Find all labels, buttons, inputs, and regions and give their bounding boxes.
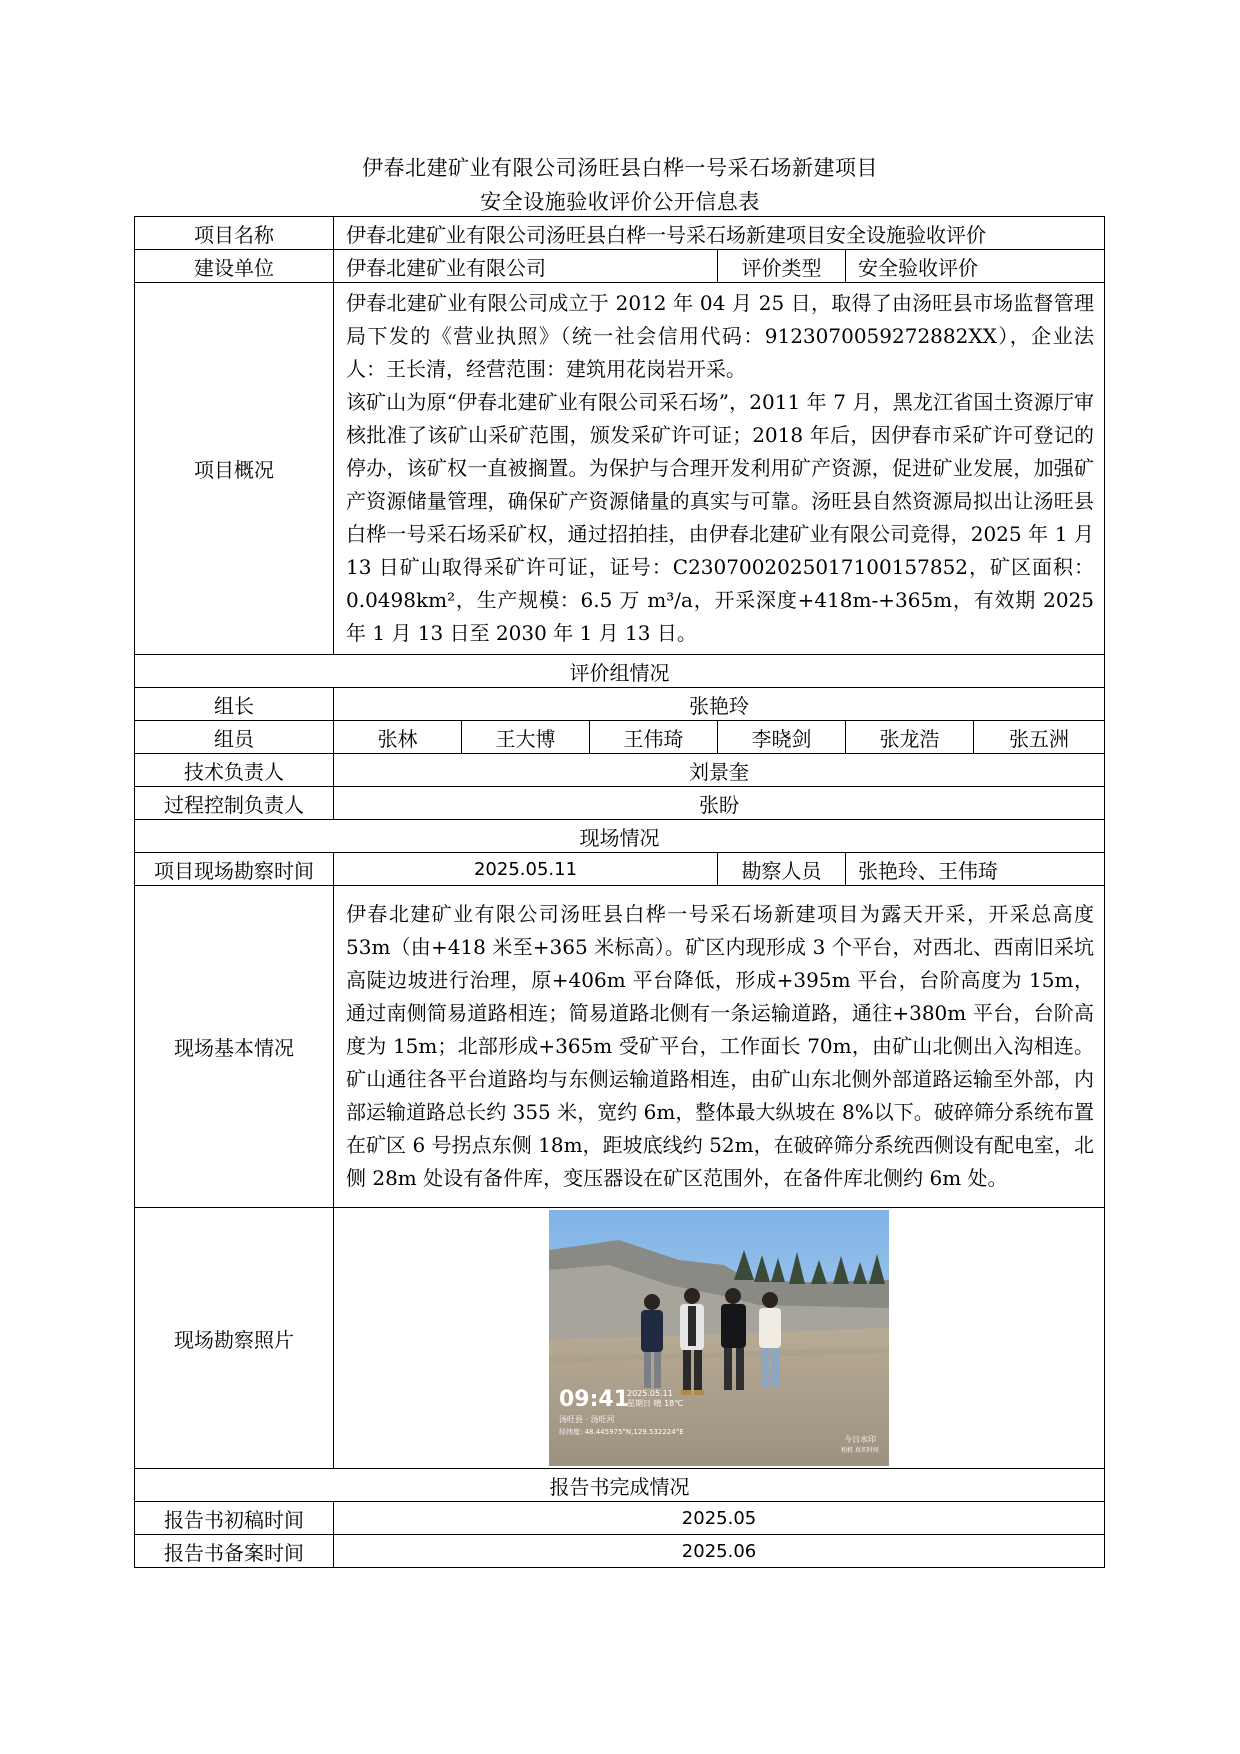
report-draft-label: 报告书初稿时间 [135,1502,334,1535]
row-report-draft [135,1502,1105,1535]
photo-brand: 今日水印 [844,1435,877,1444]
team-members-label: 组员 [135,721,334,754]
photo-date: 2025.05.11 [627,1389,673,1398]
row-team-leader [135,688,1105,721]
team-section-title: 评价组情况 [135,655,1105,688]
row-team-section [135,655,1105,688]
survey-staff-label: 勘察人员 [718,853,846,886]
team-member: 张五洲 [974,721,1105,754]
team-leader-value: 张艳玲 [334,688,1105,721]
construction-unit-label: 建设单位 [135,250,334,283]
site-section-title: 现场情况 [135,820,1105,853]
row-construction-unit [135,250,1105,283]
eval-type-label: 评价类型 [718,250,846,283]
photo-time: 09:41 [559,1387,630,1412]
survey-staff-value: 张艳玲、王伟琦 [846,853,1105,886]
site-photo-label: 现场勘察照片 [135,1208,334,1469]
team-member: 张林 [334,721,462,754]
doc-title-line2: 安全设施验收评价公开信息表 [480,190,760,214]
team-member: 张龙浩 [846,721,974,754]
site-photo-image [549,1210,889,1466]
row-report-section [135,1469,1105,1502]
team-leader-label: 组长 [135,688,334,721]
survey-time-label: 项目现场勘察时间 [135,853,334,886]
site-survey-photo [549,1210,889,1466]
photo-brand-sub: 相机 真实时间 [841,1447,879,1454]
row-project-overview [135,283,1105,655]
project-overview-label: 项目概况 [135,283,334,655]
report-filing-value: 2025.06 [334,1535,1105,1568]
photo-weekday: 星期日 晴 18℃ [627,1399,684,1408]
project-name-value: 伊春北建矿业有限公司汤旺县白桦一号采石场新建项目安全设施验收评价 [334,217,1105,250]
row-process-lead [135,787,1105,820]
row-site-basic [135,886,1105,1208]
site-basic-label: 现场基本情况 [135,886,334,1208]
process-lead-value: 张盼 [334,787,1105,820]
row-tech-lead [135,754,1105,787]
tech-lead-label: 技术负责人 [135,754,334,787]
survey-time-value: 2025.05.11 [334,853,718,886]
team-member: 王大博 [462,721,590,754]
report-draft-value: 2025.05 [334,1502,1105,1535]
site-basic-text: 伊春北建矿业有限公司汤旺县白桦一号采石场新建项目为露天开采，开采总高度 53m（由+418 米至+365 米标高）。矿区内现形成 3 个平台，对西北、西南旧采坑高陡边坡进行治理，原+406m 平台降低，形成+395m 平台，台阶高度为 15m，通过南侧简易道路相连；简易道路北侧有一条运输道路，通往+380m 平台，台阶高度为 15m；北部形成+365m 受矿平台，工作面长 70m，由矿山北侧出入沟相连。矿山通往各平台道路均与东侧运输道路相连，由矿山东北侧外部道路运输至外部，内部运输道路总长约 355 米，宽约 6m，整体最大纵坡在 8%以下。破碎筛分系统布置在矿区 6 号拐点东侧 18m，距坡底线约 52m，在破碎筛分系统西侧设有配电室，北侧 28m 处设有备件库，变压器设在矿区范围外，在备件库北侧约 6m 处。 [334,886,1105,1208]
photo-coords: 经纬度: 48.445975°N,129.532224°E [559,1428,684,1436]
project-overview-text [334,283,1105,655]
tech-lead-value: 刘景奎 [334,754,1105,787]
photo-place: 汤旺县 · 汤旺河 [559,1415,615,1424]
row-survey-time [135,853,1105,886]
team-member: 王伟琦 [590,721,718,754]
overview-paragraph-2: 该矿山为原“伊春北建矿业有限公司采石场”，2011 年 7 月，黑龙江省国土资源厅审核批准了该矿山采矿范围，颁发采矿许可证；2018 年后，因伊春市采矿许可登记的停办，该矿权一直被搁置。为保护与合理开发利用矿产资源，促进矿业发展，加强矿产资源储量管理，确保矿产资源储量的真实与可靠。汤旺县自然资源局拟出让汤旺县白桦一号采石场采矿权，通过招拍挂，由伊春北建矿业有限公司竞得，2025 年 1 月 13 日矿山取得采矿许可证，证号：C2307002025017100157852，矿区面积：0.0498km²，生产规模：6.5 万 m³/a，开采深度+418m-+365m，有效期 2025 年 1 月 13 日至 2030 年 1 月 13 日。 [346,390,1095,645]
overview-paragraph-1: 伊春北建矿业有限公司成立于 2012 年 04 月 25 日，取得了由汤旺县市场监督管理局下发的《营业执照》（统一社会信用代码：9123070059272882XX），企业法人：王长清，经营范围：建筑用花岗岩开采。 [346,291,1095,381]
eval-type-value: 安全验收评价 [846,250,1105,283]
process-lead-label: 过程控制负责人 [135,787,334,820]
report-filing-label: 报告书备案时间 [135,1535,334,1568]
doc-title-line1: 伊春北建矿业有限公司汤旺县白桦一号采石场新建项目 [362,156,878,180]
row-site-photo [135,1208,1105,1469]
project-name-label: 项目名称 [135,217,334,250]
team-member: 李晓剑 [718,721,846,754]
row-team-members [135,721,1105,754]
report-section-title: 报告书完成情况 [135,1469,1105,1502]
row-report-filing [135,1535,1105,1568]
info-table [134,216,1105,1568]
construction-unit-value: 伊春北建矿业有限公司 [334,250,718,283]
row-site-section [135,820,1105,853]
row-project-name [135,217,1105,250]
